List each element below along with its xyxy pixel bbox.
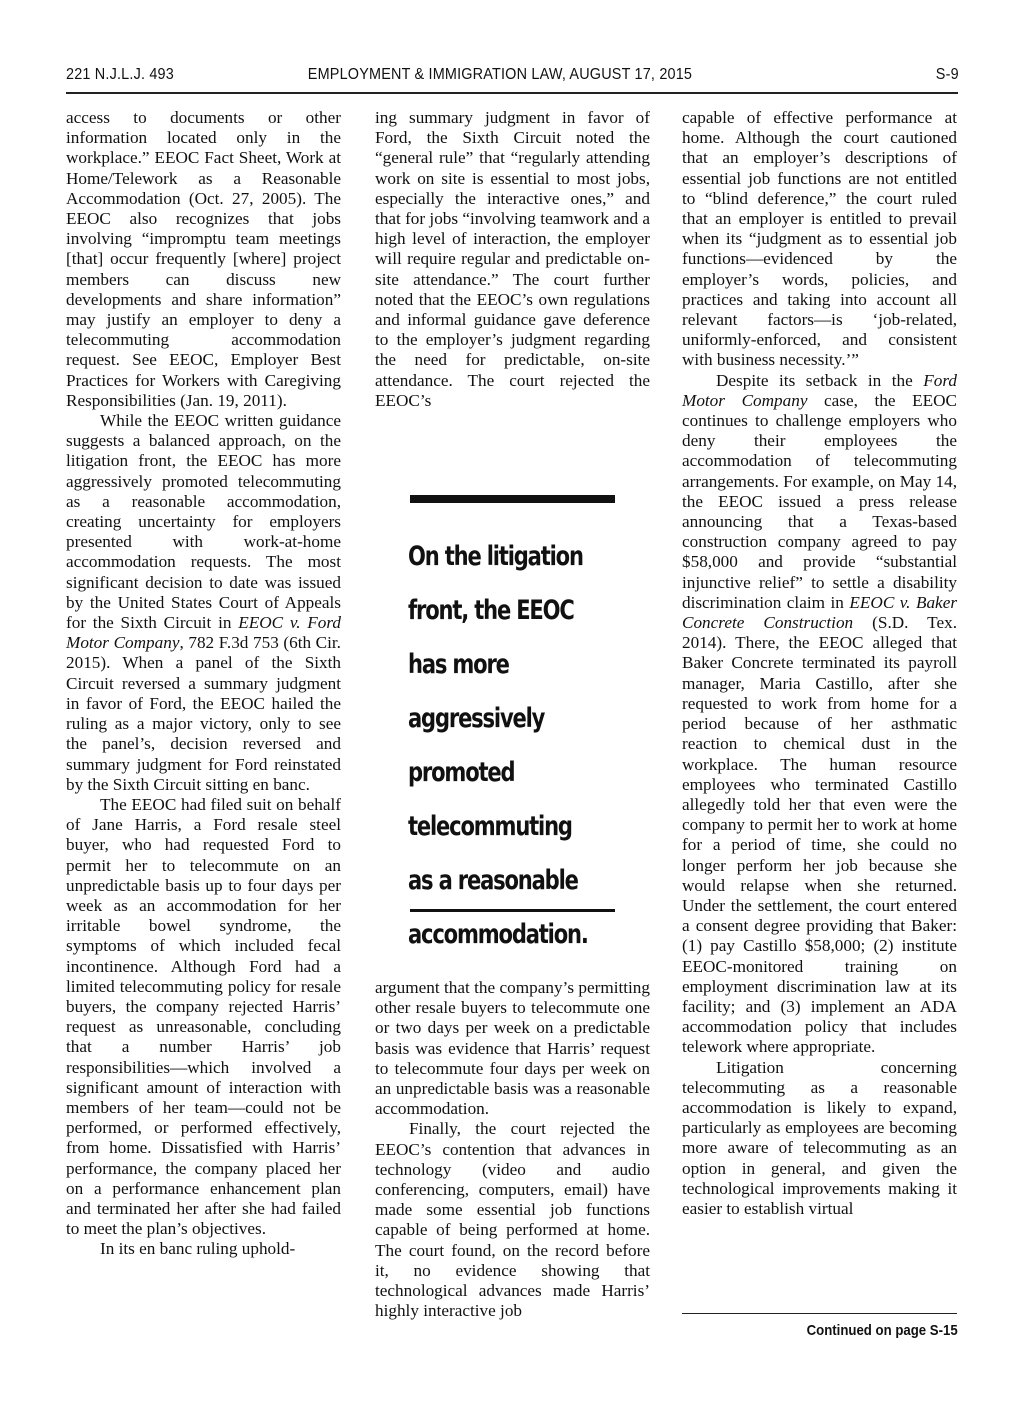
paragraph: capable of effective performance at home. Although the court cautioned that an employer’s descriptions of essential job functions are not entitled to “blind deference,” the court ruled that an employer is entitled to prevail when its “judgment as to essential job functions—evidenced by the employer’s words, policies, and practices and taking into account all relevant factors—is ‘job-related, uniformly-enforced, and consistent with business necessity.’” bbox=[682, 108, 957, 370]
paragraph: argument that the company’s permitting other resale buyers to telecommute one or two days per week on a predictable basis was evidence that Harris’ request to telecommute four days per week on an unpredictable basis was a reasonable accommodation. bbox=[375, 978, 650, 1119]
paragraph: access to documents or other information located only in the workplace.” EEOC Fact Sheet, Work at Home/Telework as a Reasonable Accommodation (Oct. 27, 2005). The EEOC also recognizes that jobs involving “impromptu team meetings [that] occur frequently [where] project members can discuss new developments and share information” may justify an employer to deny a telecommuting accommodation request. See EEOC, Employer Best Practices for Workers with Caregiving Responsibilities (Jan. 19, 2011). bbox=[66, 108, 341, 410]
citation: 221 N.J.L.J. 493 bbox=[66, 66, 174, 83]
pullquote: On the litigation front, the EEOC has more aggressively promoted telecommuting as a reasonable accommodation. bbox=[408, 541, 588, 950]
case-name: EEOC v. Baker Concrete Construction bbox=[682, 592, 958, 633]
case-name: Ford Motor Company bbox=[682, 370, 957, 410]
continued-link[interactable]: Continued on page S-15 bbox=[806, 1322, 958, 1339]
pullquote-top-bar bbox=[410, 495, 615, 503]
column-3 bbox=[682, 108, 957, 1219]
column-1 bbox=[66, 108, 341, 1260]
paragraph: The EEOC had filed suit on behalf of Jane Harris, a Ford resale steel buyer, who had requested Ford to permit her to telecommute on an unpredictable basis up to four days per week as an accommodation for her irritable bowel syndrome, the symptoms of which included fecal incontinence. Although Ford had a limited telecommuting policy for resale buyers, the company rejected Harris’ request as unreasonable, concluding that a number Harris’ job responsibilities—which involved a significant amount of interaction with members of her team—could not be performed, or performed effectively, from home. Dissatisfied with Harris’ performance, the company placed her on a performance enhancement plan and terminated her after she had failed to meet the plan’s objectives. bbox=[66, 794, 341, 1239]
header-rule bbox=[66, 92, 958, 94]
case-name: EEOC v. Ford Motor Company bbox=[66, 613, 341, 653]
column-2-continued bbox=[375, 978, 650, 1321]
paragraph: In its en banc ruling uphold- bbox=[100, 1239, 296, 1259]
paragraph: Litigation concerning telecommuting as a reasonable accommodation is likely to expand, particularly as employees are becoming more aware of telecommuting as an option in general, and given the technological improvements making it easier to establish virtual bbox=[682, 1057, 957, 1218]
continued-rule bbox=[682, 1313, 957, 1314]
page-number: S-9 bbox=[935, 66, 959, 83]
paragraph: Despite its setback in the Ford Motor Company case, the EEOC continues to challenge employers who deny their employees the accommodation of telecommuting arrangements. For example, on May 14, the EEOC issued a press release announcing that a Texas-based construction company agreed to pay $58,000 and provide “substantial injunctive relief” to settle a disability discrimination claim in EEOC v. Baker Concrete Construction (S.D. Tex. 2014). There, the EEOC alleged that Baker Concrete terminated its payroll manager, Maria Castillo, after she requested to work from home for a period because of her asthmatic reaction to chemical dust in the workplace. The human resource employees who terminated Castillo allegedly told her that even were the company to permit her to work at home for a period of time, she could no longer perform her job because she would relapse when she returned. Under the settlement, the court entered a consent degree providing that Baker: (1) pay Castillo $58,000; (2) institute EEOC-monitored training on employment discrimination law at its facility; and (3) implement an ADA accommodation policy that includes telework where appropriate. bbox=[682, 370, 958, 1057]
paragraph: While the EEOC written guidance suggests a balanced approach, on the litigation front, the EEOC has more aggressively promoted telecommuting as a reasonable accommodation, creating uncertainty for employers presented with work-at-home accommodation requests. The most significant decision to date was issued by the United States Court of Appeals for the Sixth Circuit in EEOC v. Ford Motor Company, 782 F.3d 753 (6th Cir. 2015). When a panel of the Sixth Circuit reversed a summary judgment in favor of Ford, the EEOC hailed the ruling as a major victory, only to see the panel’s, decision reversed and summary judgment for Ford reinstated by the Sixth Circuit sitting en banc. bbox=[66, 411, 341, 794]
paragraph: ing summary judgment in favor of Ford, the Sixth Circuit noted the “general rule” that “regularly attending work on site is essential to most jobs, especially the interactive ones,” and that for jobs “involving teamwork and a high level of interaction, the employer will require regular and predictable on-site attendance.” The court further noted that the EEOC’s own regulations and informal guidance gave deference to the employer’s judgment regarding the need for predictable, on-site attendance. The court rejected the EEOC’s bbox=[375, 108, 650, 410]
pullquote-bottom-bar bbox=[410, 909, 615, 912]
column-2 bbox=[375, 108, 650, 411]
section-title: EMPLOYMENT & IMMIGRATION LAW, AUGUST 17, 2015 bbox=[307, 66, 693, 83]
paragraph: Finally, the court rejected the EEOC’s contention that advances in technology (video and audio conferencing, computers, email) have made some essential job functions capable of being performed at home. The court found, on the record before it, no evidence showing that technological advances made Harris’ highly interactive job bbox=[375, 1119, 650, 1321]
page-header bbox=[66, 66, 959, 90]
